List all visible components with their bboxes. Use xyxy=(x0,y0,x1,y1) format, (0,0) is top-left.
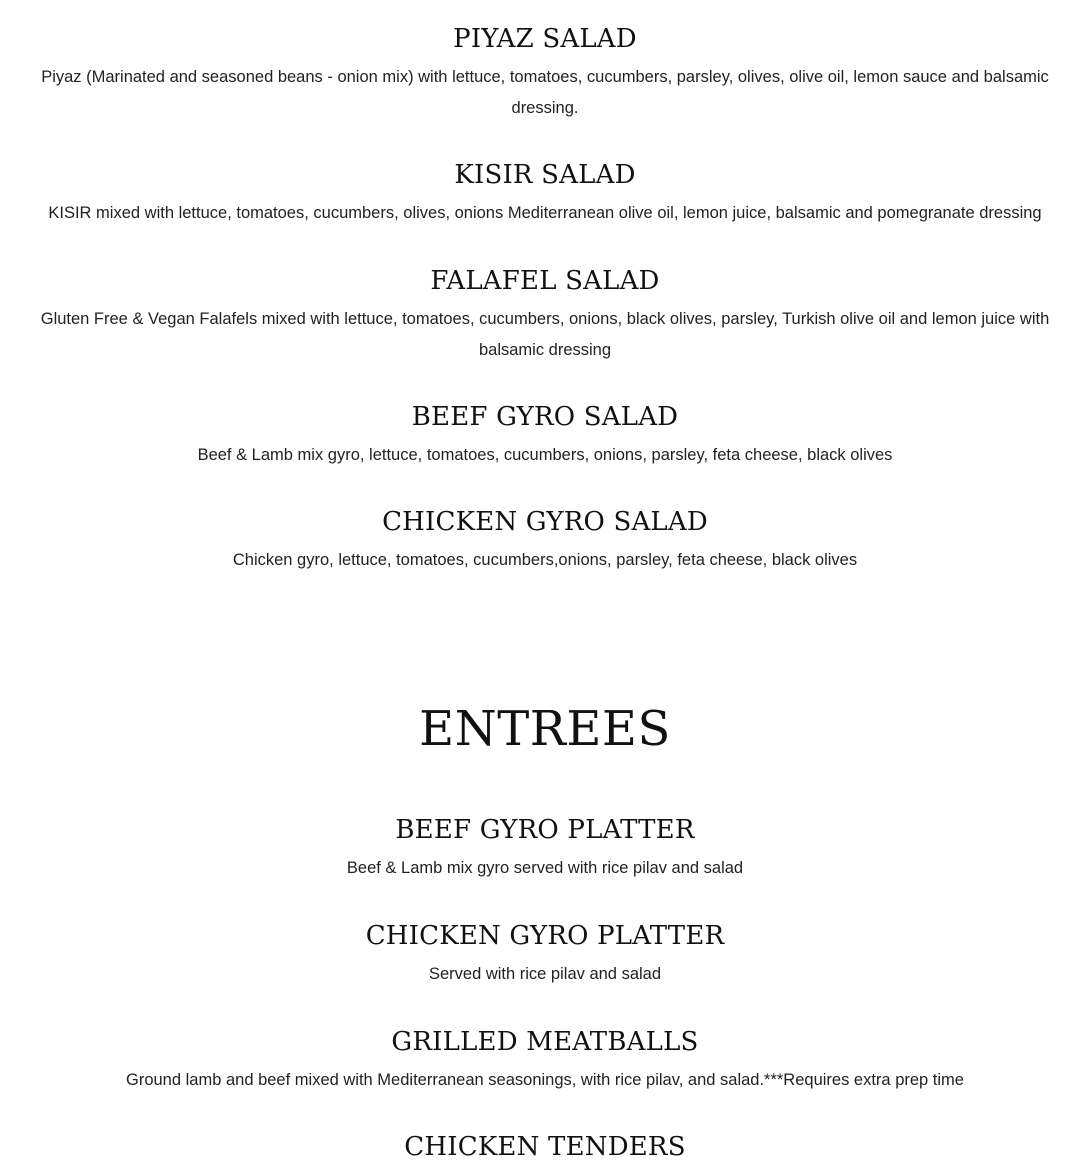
menu-item-chicken-gyro-salad xyxy=(0,507,1090,576)
item-title: BEEF GYRO PLATTER xyxy=(395,815,695,845)
menu-item-kisir-salad xyxy=(0,160,1090,229)
section-title-entrees: ENTREES xyxy=(419,701,671,757)
item-title: PIYAZ SALAD xyxy=(453,24,637,54)
item-description: Piyaz (Marinated and seasoned beans - onion mix) with lettuce, tomatoes, cucumbers, parsley, olives, olive oil, lemon sauce and balsamic dressing. xyxy=(41,68,1049,117)
menu-item-grilled-meatballs xyxy=(0,1027,1090,1096)
item-description: Beef & Lamb mix gyro served with rice pilav and salad xyxy=(346,859,744,877)
item-title: CHICKEN GYRO PLATTER xyxy=(365,921,725,951)
item-title: CHICKEN GYRO SALAD xyxy=(382,507,708,537)
item-description: KISIR mixed with lettuce, tomatoes, cucumbers, olives, onions Mediterranean olive oil, lemon juice, balsamic and pomegranate dressing xyxy=(48,204,1042,222)
item-description: Gluten Free & Vegan Falafels mixed with lettuce, tomatoes, cucumbers, onions, black olives, parsley, Turkish olive oil and lemon juice with balsamic dressing xyxy=(40,310,1050,359)
item-description: Beef & Lamb mix gyro, lettuce, tomatoes, cucumbers, onions, parsley, feta cheese, black olives xyxy=(197,446,893,464)
item-title: GRILLED MEATBALLS xyxy=(391,1027,699,1057)
menu-item-falafel-salad xyxy=(0,266,1090,365)
menu-item-beef-gyro-platter xyxy=(0,815,1090,884)
menu-item-chicken-gyro-platter xyxy=(0,921,1090,990)
item-description: Chicken gyro, lettuce, tomatoes, cucumbers,onions, parsley, feta cheese, black olives xyxy=(232,551,858,569)
menu-item-piyaz-salad xyxy=(0,24,1090,123)
item-title: BEEF GYRO SALAD xyxy=(411,402,679,432)
menu-item-beef-gyro-salad xyxy=(0,402,1090,471)
menu-item-chicken-tenders xyxy=(0,1132,1090,1162)
item-title: FALAFEL SALAD xyxy=(430,266,660,296)
item-description: Served with rice pilav and salad xyxy=(428,965,662,983)
item-title: KISIR SALAD xyxy=(454,160,636,190)
item-description: Ground lamb and beef mixed with Mediterranean seasonings, with rice pilav, and salad.***Requires extra prep time xyxy=(126,1071,964,1089)
item-title: CHICKEN TENDERS xyxy=(404,1132,686,1162)
